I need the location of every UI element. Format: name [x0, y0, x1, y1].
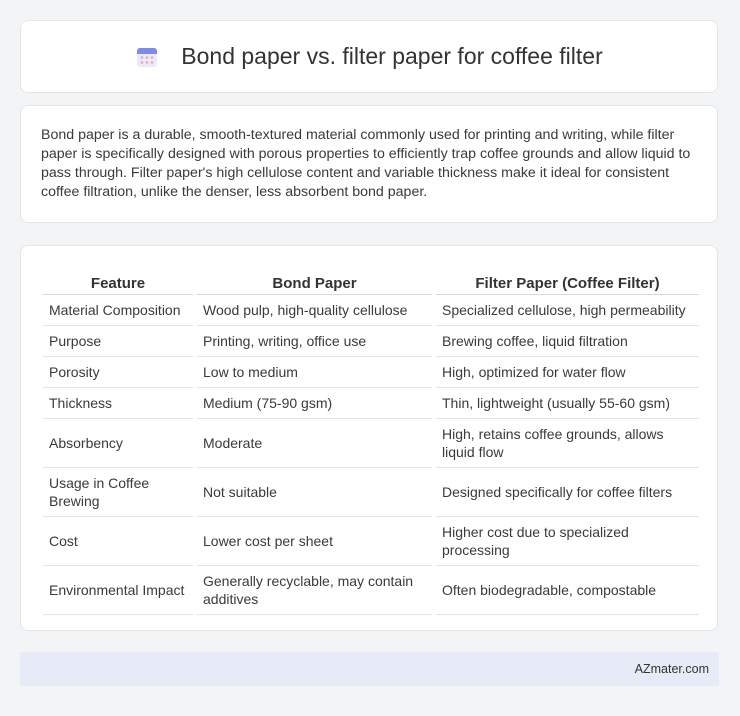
cell-bond: Generally recyclable, may contain additives — [197, 566, 432, 615]
table-row — [43, 357, 699, 388]
cell-filter: Higher cost due to specialized processing — [436, 517, 699, 566]
table-row — [43, 517, 699, 566]
table-row — [43, 295, 699, 326]
header-feature: Feature — [43, 266, 193, 295]
cell-filter: High, optimized for water flow — [436, 357, 699, 388]
comparison-card — [20, 245, 718, 631]
cell-feature: Cost — [43, 517, 193, 566]
cell-bond: Printing, writing, office use — [197, 326, 432, 357]
table-row — [43, 326, 699, 357]
cell-bond: Wood pulp, high-quality cellulose — [197, 295, 432, 326]
cell-feature: Environmental Impact — [43, 566, 193, 615]
cell-bond: Medium (75-90 gsm) — [197, 388, 432, 419]
cell-bond: Moderate — [197, 419, 432, 468]
cell-filter: Thin, lightweight (usually 55-60 gsm) — [436, 388, 699, 419]
header-bond-paper: Bond Paper — [197, 266, 432, 295]
cell-feature: Thickness — [43, 388, 193, 419]
table-row — [43, 419, 699, 468]
table-row — [43, 388, 699, 419]
footer-bar — [20, 652, 719, 686]
cell-feature: Usage in Coffee Brewing — [43, 468, 193, 517]
intro-paragraph: Bond paper is a durable, smooth-textured material commonly used for printing and writing, while filter paper is specifically designed with porous properties to efficiently trap coffee grounds and allow liquid to pass through. Filter paper's high cellulose content and variable thickness make it ideal for consistent coffee filtration, unlike the denser, less absorbent bond paper. — [41, 127, 691, 200]
comparison-table — [39, 266, 703, 615]
intro-card — [20, 105, 718, 223]
cell-feature: Purpose — [43, 326, 193, 357]
cell-bond: Lower cost per sheet — [197, 517, 432, 566]
cell-feature: Material Composition — [43, 295, 193, 326]
cell-bond: Low to medium — [197, 357, 432, 388]
cell-bond: Not suitable — [197, 468, 432, 517]
table-header-row — [43, 266, 699, 295]
table-row — [43, 566, 699, 615]
cell-filter: Brewing coffee, liquid filtration — [436, 326, 699, 357]
cell-filter: High, retains coffee grounds, allows liquid flow — [436, 419, 699, 468]
cell-feature: Porosity — [43, 357, 193, 388]
page-title: Bond paper vs. filter paper for coffee filter — [181, 43, 603, 69]
header-filter-paper: Filter Paper (Coffee Filter) — [436, 266, 699, 295]
cell-filter: Often biodegradable, compostable — [436, 566, 699, 615]
title-card — [20, 20, 718, 93]
footer-site-name: AZmater.com — [634, 662, 709, 676]
cell-filter: Designed specifically for coffee filters — [436, 468, 699, 517]
cell-feature: Absorbency — [43, 419, 193, 468]
calendar-icon — [135, 45, 159, 69]
cell-filter: Specialized cellulose, high permeability — [436, 295, 699, 326]
table-row — [43, 468, 699, 517]
